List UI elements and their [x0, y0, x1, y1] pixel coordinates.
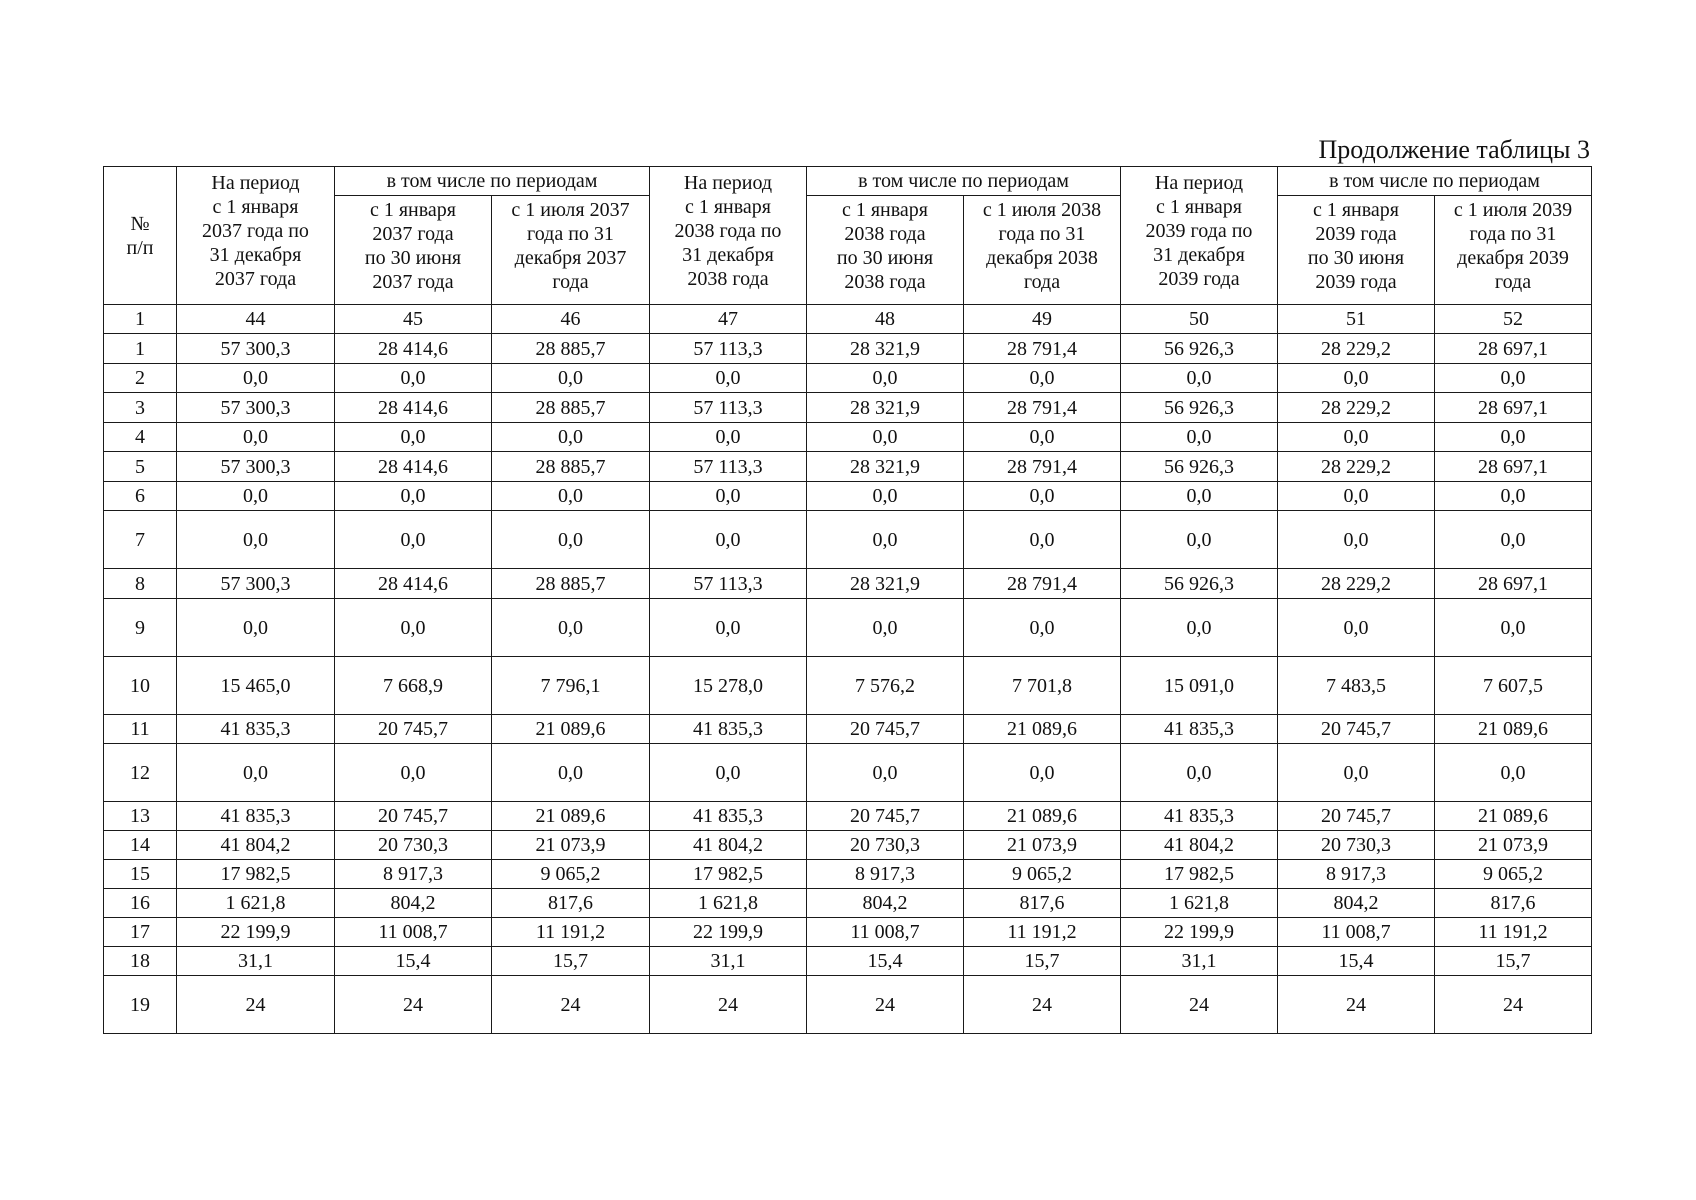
period-2038-h1-header: с 1 января 2038 года по 30 июня 2038 года: [807, 196, 964, 305]
table-cell: 28 321,9: [807, 393, 964, 423]
table-cell: 56 926,3: [1121, 334, 1278, 364]
row-number-cell: 9: [104, 599, 177, 657]
table-cell: 24: [1121, 976, 1278, 1034]
table-cell: 0,0: [650, 482, 807, 511]
table-cell: 28 414,6: [335, 334, 492, 364]
row-number-cell: 8: [104, 569, 177, 599]
table-cell: 1 621,8: [1121, 889, 1278, 918]
table-cell: 56 926,3: [1121, 452, 1278, 482]
table-cell: 28 414,6: [335, 393, 492, 423]
table-cell: 15,4: [807, 947, 964, 976]
table-row: [104, 657, 1592, 715]
table-cell: 17 982,5: [177, 860, 335, 889]
table-row: [104, 976, 1592, 1034]
table-cell: 28 791,4: [964, 569, 1121, 599]
table-cell: 20 745,7: [807, 715, 964, 744]
table-cell: 17 982,5: [1121, 860, 1278, 889]
column-number-cell: 45: [335, 305, 492, 334]
column-number-cell: 48: [807, 305, 964, 334]
table-cell: 31,1: [1121, 947, 1278, 976]
table-cell: 11 008,7: [335, 918, 492, 947]
table-row: [104, 364, 1592, 393]
table-cell: 20 745,7: [335, 715, 492, 744]
table-cell: 41 835,3: [177, 715, 335, 744]
row-number-cell: 5: [104, 452, 177, 482]
table-cell: 0,0: [964, 511, 1121, 569]
table-cell: 41 804,2: [177, 831, 335, 860]
table-cell: 28 791,4: [964, 334, 1121, 364]
column-number-cell: 1: [104, 305, 177, 334]
table-cell: 9 065,2: [964, 860, 1121, 889]
row-number-cell: 4: [104, 423, 177, 452]
table-cell: 28 414,6: [335, 569, 492, 599]
table-cell: 0,0: [1278, 744, 1435, 802]
period-2037-h1-header: с 1 января 2037 года по 30 июня 2037 года: [335, 196, 492, 305]
table-cell: 0,0: [492, 599, 650, 657]
table-cell: 0,0: [807, 364, 964, 393]
table-cell: 0,0: [1435, 364, 1592, 393]
table-cell: 57 300,3: [177, 569, 335, 599]
table-cell: 8 917,3: [335, 860, 492, 889]
table-cell: 28 885,7: [492, 393, 650, 423]
column-number-cell: 51: [1278, 305, 1435, 334]
period-2037-group-header: в том числе по периодам: [335, 167, 650, 196]
table-cell: 817,6: [492, 889, 650, 918]
row-number-header: № п/п: [104, 167, 177, 305]
table-cell: 7 796,1: [492, 657, 650, 715]
table-cell: 28 697,1: [1435, 569, 1592, 599]
table-cell: 11 008,7: [1278, 918, 1435, 947]
table-cell: 20 730,3: [1278, 831, 1435, 860]
table-cell: 22 199,9: [650, 918, 807, 947]
table-cell: 41 835,3: [1121, 802, 1278, 831]
table-cell: 0,0: [1435, 744, 1592, 802]
table-cell: 24: [1278, 976, 1435, 1034]
table-cell: 0,0: [1121, 744, 1278, 802]
table-row: [104, 569, 1592, 599]
table-row: [104, 831, 1592, 860]
table-cell: 28 791,4: [964, 452, 1121, 482]
table-row: [104, 918, 1592, 947]
table-cell: 11 191,2: [492, 918, 650, 947]
table-cell: 15,4: [1278, 947, 1435, 976]
table-cell: 0,0: [807, 744, 964, 802]
period-2038-total-header: На период с 1 января 2038 года по 31 декабря 2038 года: [650, 167, 807, 305]
table-cell: 0,0: [1121, 364, 1278, 393]
table-cell: 0,0: [335, 482, 492, 511]
table-cell: 817,6: [1435, 889, 1592, 918]
row-number-cell: 7: [104, 511, 177, 569]
table-cell: 41 835,3: [650, 802, 807, 831]
row-number-cell: 2: [104, 364, 177, 393]
row-number-cell: 13: [104, 802, 177, 831]
table-cell: 0,0: [335, 364, 492, 393]
table-cell: 28 229,2: [1278, 569, 1435, 599]
table-cell: 0,0: [1121, 599, 1278, 657]
header-row-top: [104, 167, 1592, 196]
table-cell: 0,0: [964, 599, 1121, 657]
table-cell: 0,0: [650, 423, 807, 452]
table-cell: 31,1: [650, 947, 807, 976]
table-cell: 0,0: [1278, 364, 1435, 393]
table-cell: 22 199,9: [177, 918, 335, 947]
column-number-row: [104, 305, 1592, 334]
table-cell: 8 917,3: [1278, 860, 1435, 889]
row-number-cell: 1: [104, 334, 177, 364]
period-2038-group-header: в том числе по периодам: [807, 167, 1121, 196]
row-number-cell: 15: [104, 860, 177, 889]
table-row: [104, 947, 1592, 976]
table-cell: 0,0: [1435, 482, 1592, 511]
table-cell: 56 926,3: [1121, 393, 1278, 423]
table-cell: 17 982,5: [650, 860, 807, 889]
table-cell: 57 300,3: [177, 334, 335, 364]
row-number-cell: 18: [104, 947, 177, 976]
row-number-cell: 11: [104, 715, 177, 744]
table-cell: 24: [650, 976, 807, 1034]
table-cell: 804,2: [1278, 889, 1435, 918]
table-cell: 28 697,1: [1435, 334, 1592, 364]
table-cell: 0,0: [964, 364, 1121, 393]
table-cell: 15 278,0: [650, 657, 807, 715]
table-cell: 0,0: [1121, 423, 1278, 452]
table-cell: 15,4: [335, 947, 492, 976]
table-cell: 0,0: [1435, 599, 1592, 657]
period-2038-h2-header: с 1 июля 2038 года по 31 декабря 2038 года: [964, 196, 1121, 305]
table-cell: 0,0: [335, 511, 492, 569]
table-cell: 9 065,2: [492, 860, 650, 889]
table-cell: 28 791,4: [964, 393, 1121, 423]
table-cell: 21 089,6: [492, 715, 650, 744]
table-cell: 0,0: [964, 482, 1121, 511]
table-cell: 1 621,8: [177, 889, 335, 918]
table-cell: 11 191,2: [1435, 918, 1592, 947]
table-cell: 0,0: [807, 599, 964, 657]
row-number-cell: 3: [104, 393, 177, 423]
table-cell: 57 300,3: [177, 452, 335, 482]
table-cell: 15,7: [1435, 947, 1592, 976]
table-cell: 20 745,7: [1278, 802, 1435, 831]
table-cell: 28 321,9: [807, 452, 964, 482]
table-cell: 24: [807, 976, 964, 1034]
row-number-cell: 6: [104, 482, 177, 511]
row-number-cell: 16: [104, 889, 177, 918]
row-number-cell: 10: [104, 657, 177, 715]
period-2039-total-header: На период с 1 января 2039 года по 31 декабря 2039 года: [1121, 167, 1278, 305]
table-cell: 0,0: [335, 744, 492, 802]
period-2039-group-header: в том числе по периодам: [1278, 167, 1592, 196]
table-row: [104, 599, 1592, 657]
table-cell: 20 745,7: [335, 802, 492, 831]
table-cell: 57 113,3: [650, 569, 807, 599]
table-cell: 21 073,9: [1435, 831, 1592, 860]
table-cell: 28 321,9: [807, 334, 964, 364]
table-cell: 21 073,9: [964, 831, 1121, 860]
table-cell: 21 089,6: [964, 715, 1121, 744]
table-cell: 0,0: [1121, 482, 1278, 511]
table-cell: 0,0: [335, 423, 492, 452]
table-cell: 817,6: [964, 889, 1121, 918]
table-cell: 20 730,3: [807, 831, 964, 860]
column-number-cell: 52: [1435, 305, 1592, 334]
table-cell: 21 073,9: [492, 831, 650, 860]
table-cell: 0,0: [964, 423, 1121, 452]
table-cell: 0,0: [650, 511, 807, 569]
table-cell: 57 113,3: [650, 452, 807, 482]
table-row: [104, 802, 1592, 831]
period-2039-h2-header: с 1 июля 2039 года по 31 декабря 2039 года: [1435, 196, 1592, 305]
table-cell: 0,0: [492, 482, 650, 511]
table-row: [104, 423, 1592, 452]
table-cell: 11 191,2: [964, 918, 1121, 947]
table-cell: 15,7: [492, 947, 650, 976]
table-caption: Продолжение таблицы 3: [1318, 135, 1590, 164]
table-cell: 7 483,5: [1278, 657, 1435, 715]
table-row: [104, 452, 1592, 482]
table-cell: 28 229,2: [1278, 452, 1435, 482]
table-cell: 0,0: [177, 482, 335, 511]
row-number-cell: 19: [104, 976, 177, 1034]
table-cell: 1 621,8: [650, 889, 807, 918]
table-cell: 0,0: [177, 423, 335, 452]
table-cell: 21 089,6: [1435, 715, 1592, 744]
table-cell: 24: [492, 976, 650, 1034]
table-cell: 28 885,7: [492, 452, 650, 482]
table-cell: 0,0: [807, 511, 964, 569]
table-row: [104, 511, 1592, 569]
table-row: [104, 393, 1592, 423]
table-cell: 0,0: [1121, 511, 1278, 569]
column-number-cell: 47: [650, 305, 807, 334]
table-cell: 0,0: [492, 364, 650, 393]
table-cell: 804,2: [807, 889, 964, 918]
table-cell: 0,0: [1278, 482, 1435, 511]
table-cell: 0,0: [650, 364, 807, 393]
table-cell: 8 917,3: [807, 860, 964, 889]
row-number-cell: 12: [104, 744, 177, 802]
table-row: [104, 744, 1592, 802]
table-cell: 9 065,2: [1435, 860, 1592, 889]
table-cell: 0,0: [1278, 599, 1435, 657]
table-cell: 21 089,6: [964, 802, 1121, 831]
table-cell: 0,0: [177, 599, 335, 657]
table-cell: 15,7: [964, 947, 1121, 976]
table-cell: 20 745,7: [1278, 715, 1435, 744]
period-2039-h1-header: с 1 января 2039 года по 30 июня 2039 года: [1278, 196, 1435, 305]
table-cell: 0,0: [335, 599, 492, 657]
column-number-cell: 49: [964, 305, 1121, 334]
table-cell: 0,0: [492, 423, 650, 452]
period-2037-total-header: На период с 1 января 2037 года по 31 декабря 2037 года: [177, 167, 335, 305]
column-number-cell: 50: [1121, 305, 1278, 334]
table-cell: 7 668,9: [335, 657, 492, 715]
table-cell: 24: [177, 976, 335, 1034]
table-row: [104, 715, 1592, 744]
table-cell: 0,0: [1435, 423, 1592, 452]
column-number-cell: 44: [177, 305, 335, 334]
table-cell: 15 091,0: [1121, 657, 1278, 715]
table-cell: 57 113,3: [650, 393, 807, 423]
table-cell: 20 730,3: [335, 831, 492, 860]
table-cell: 28 321,9: [807, 569, 964, 599]
table-cell: 24: [964, 976, 1121, 1034]
table-cell: 28 885,7: [492, 569, 650, 599]
row-number-cell: 17: [104, 918, 177, 947]
table-cell: 28 229,2: [1278, 334, 1435, 364]
table-cell: 0,0: [650, 744, 807, 802]
table-cell: 57 300,3: [177, 393, 335, 423]
table-cell: 24: [335, 976, 492, 1034]
table-cell: 0,0: [177, 364, 335, 393]
table-cell: 28 697,1: [1435, 452, 1592, 482]
table-cell: 0,0: [492, 511, 650, 569]
table-cell: 28 697,1: [1435, 393, 1592, 423]
period-2037-h2-header: с 1 июля 2037 года по 31 декабря 2037 года: [492, 196, 650, 305]
table-cell: 31,1: [177, 947, 335, 976]
table-cell: 0,0: [807, 482, 964, 511]
table-cell: 7 701,8: [964, 657, 1121, 715]
row-number-cell: 14: [104, 831, 177, 860]
column-number-cell: 46: [492, 305, 650, 334]
table-cell: 0,0: [492, 744, 650, 802]
table-row: [104, 482, 1592, 511]
table-cell: 22 199,9: [1121, 918, 1278, 947]
table-cell: 28 229,2: [1278, 393, 1435, 423]
table-row: [104, 860, 1592, 889]
table-cell: 21 089,6: [492, 802, 650, 831]
table-cell: 28 414,6: [335, 452, 492, 482]
table-cell: 24: [1435, 976, 1592, 1034]
table-cell: 57 113,3: [650, 334, 807, 364]
table-cell: 0,0: [177, 744, 335, 802]
table-cell: 41 835,3: [650, 715, 807, 744]
table-cell: 0,0: [964, 744, 1121, 802]
table-cell: 41 835,3: [1121, 715, 1278, 744]
table-cell: 0,0: [1278, 511, 1435, 569]
table-row: [104, 334, 1592, 364]
table-cell: 804,2: [335, 889, 492, 918]
table-cell: 15 465,0: [177, 657, 335, 715]
table-cell: 41 835,3: [177, 802, 335, 831]
table-cell: 41 804,2: [1121, 831, 1278, 860]
table-cell: 0,0: [650, 599, 807, 657]
table-cell: 7 607,5: [1435, 657, 1592, 715]
table-cell: 0,0: [1435, 511, 1592, 569]
data-table: [103, 166, 1592, 1034]
table-cell: 7 576,2: [807, 657, 964, 715]
table-cell: 20 745,7: [807, 802, 964, 831]
table-cell: 11 008,7: [807, 918, 964, 947]
table-cell: 41 804,2: [650, 831, 807, 860]
table-cell: 0,0: [807, 423, 964, 452]
table-cell: 0,0: [1278, 423, 1435, 452]
table-cell: 56 926,3: [1121, 569, 1278, 599]
table-row: [104, 889, 1592, 918]
table-cell: 28 885,7: [492, 334, 650, 364]
table-cell: 21 089,6: [1435, 802, 1592, 831]
table-cell: 0,0: [177, 511, 335, 569]
